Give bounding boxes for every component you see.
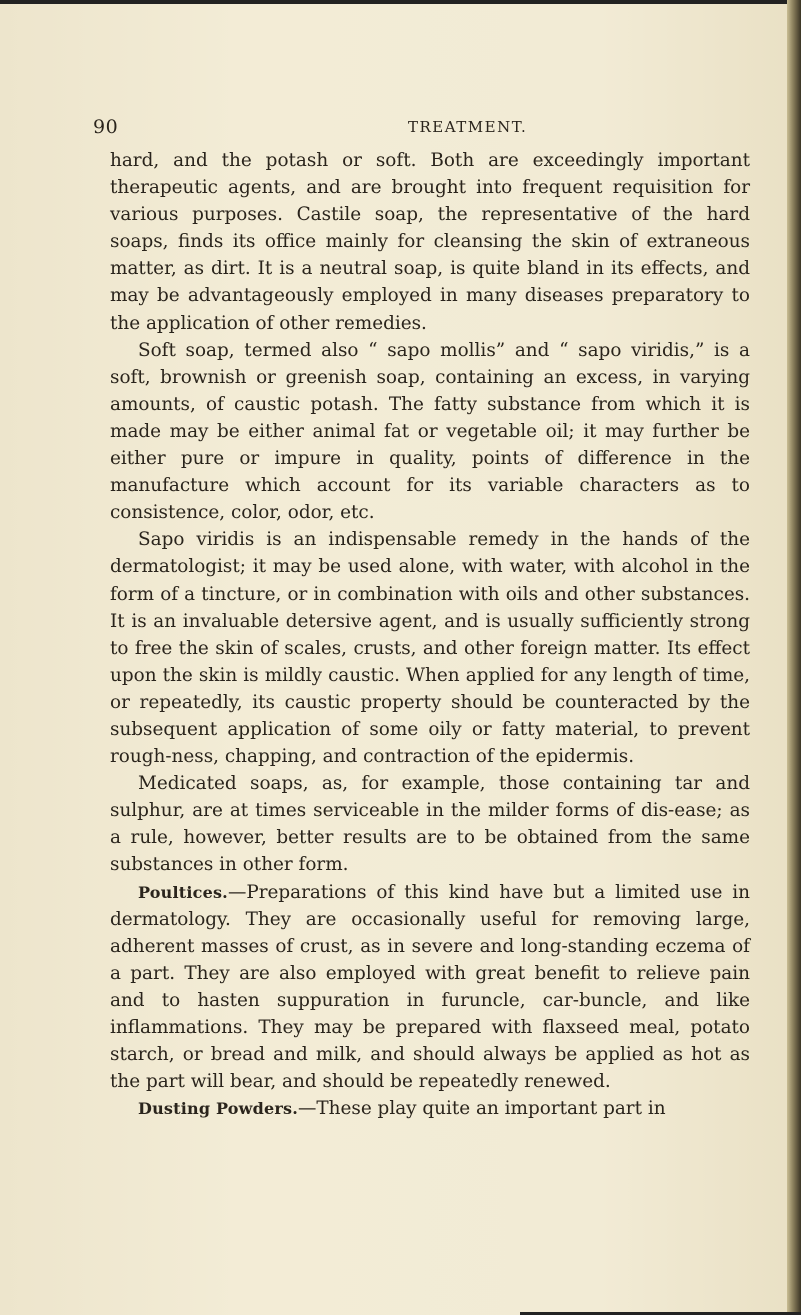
paragraph-castile-soap: hard, and the potash or soft. Both are exceedingly important therapeutic agents, and are brought into frequent requisition for various purposes. Castile soap, the representative of the hard soaps, finds its office mainly for cleansing the skin of extraneous matter, as dirt. It is a neutral soap, is quite bland in its effects, and may be advantageously employed in many diseases preparatory to the application of other remedies. <box>110 150 750 334</box>
top-edge-rule <box>0 0 790 4</box>
paragraph-poultices <box>110 879 750 1096</box>
page-number: 90 <box>93 116 119 138</box>
heading-poultices: Poultices. <box>138 882 228 902</box>
body-text <box>110 147 750 1122</box>
dusting-powders-text: —These play quite an important part in <box>298 1098 666 1120</box>
page-binding-edge <box>787 0 801 1315</box>
paragraph-sapo-viridis: Sapo viridis is an indispensable remedy in the hands of the dermatologist; it may be used alone, with water, with alcohol in the form of a tincture, or in combination with oils and other substances. It is an invaluable detersive agent, and is usually sufficiently strong to free the skin of scales, crusts, and other foreign matter. Its effect upon the skin is mildly caustic. When applied for any length of time, or repeatedly, its caustic property should be counteracted by the subsequent application of some oily or fatty material, to prevent rough-ness, chapping, and contraction of the epidermis. <box>110 529 750 768</box>
paragraph-medicated-soaps: Medicated soaps, as, for example, those containing tar and sulphur, are at times serviceable in the milder forms of dis-ease; as a rule, however, better results are to be obtained from the same substances in other form. <box>110 773 750 876</box>
running-head <box>0 116 790 140</box>
poultices-text: —Preparations of this kind have but a limited use in dermatology. They are occasionally useful for removing large, adherent masses of crust, as in severe and long-standing eczema of a part. They are also employed with great benefit to relieve pain and to hasten suppuration in furuncle, car-buncle, and like inflammations. They may be prepared with flaxseed meal, potato starch, or bread and milk, and should always be applied as hot as the part will bear, and should be repeatedly renewed. <box>110 881 750 1093</box>
paragraph-dusting-powders <box>110 1095 750 1122</box>
heading-dusting-powders: Dusting Powders. <box>138 1099 298 1119</box>
paragraph-soft-soap: Soft soap, termed also “ sapo mollis” and “ sapo viridis,” is a soft, brownish or greenish soap, containing an excess, in varying amounts, of caustic potash. The fatty substance from which it is made may be either animal fat or vegetable oil; it may further be either pure or impure in quality, points of difference in the manufacture which account for its variable characters as to consistence, color, odor, etc. <box>110 339 750 524</box>
running-title: TREATMENT. <box>408 118 528 136</box>
